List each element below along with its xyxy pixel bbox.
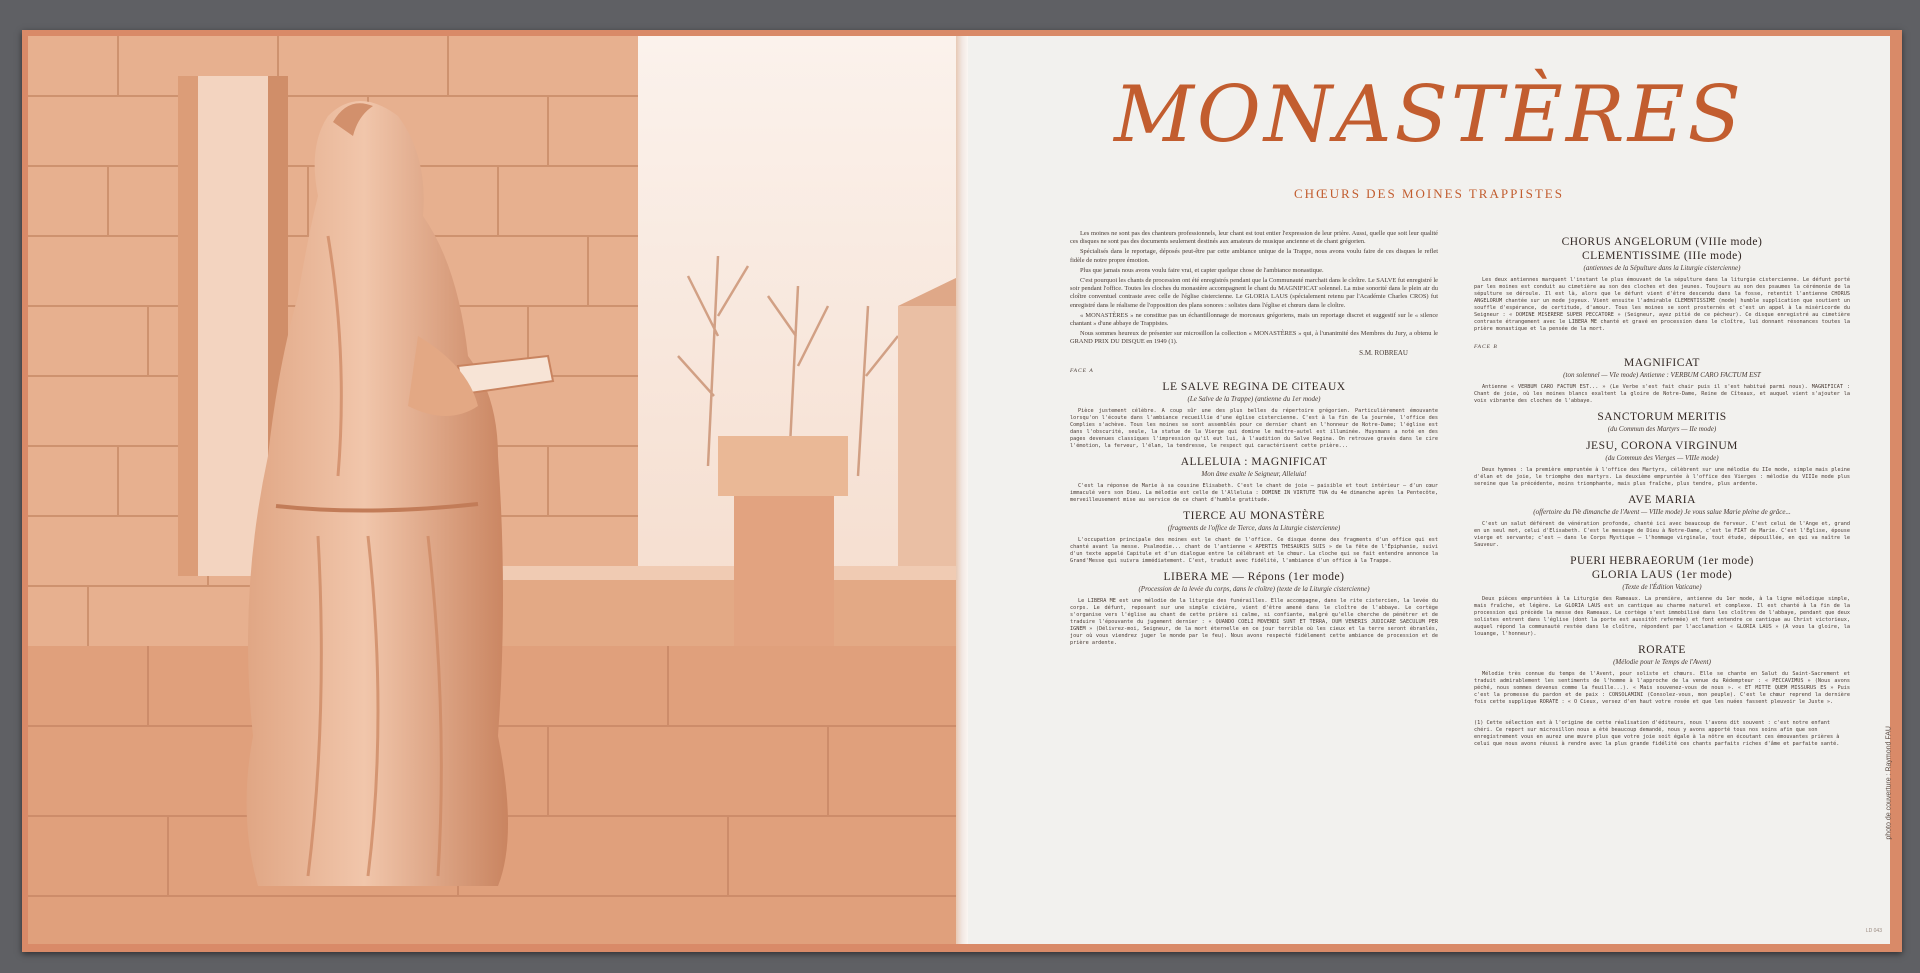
track-description xyxy=(1474,671,1850,706)
track-description-text: Mélodie très connue du temps de l'Avent, pour soliste et chœurs. Elle se chante en Salut du Saint-Sacrement et traduit admirablement les sentiments de l'homme à l'approche de la venue du Rédempteur : « PECCAVIMUS » (Nous avons péché, nous sommes devenus comme la feuille...). « Mais souvenez-vous de nous ». « ET MITTE QUEM MISSURUS ES » Puis c'est la promesse du pardon et de paix : CONSOLAMINI (Consolez-vous, mon peuple). C'est le chœur reprend la dernière fois cette supplique RORATE : « O Cieux, versez d'en haut votre rosée et que les nuées fassent pleuvoir le Juste ». xyxy=(1474,671,1850,706)
track-description xyxy=(1474,384,1850,405)
track-title: LIBERA ME — Répons (1er mode) xyxy=(1163,571,1345,584)
liner-notes-panel xyxy=(968,36,1893,944)
track-subtitle: (fragments de l'office de Tierce, dans la Liturgie cistercienne) xyxy=(1167,524,1341,533)
track-title: AVE MARIA xyxy=(1628,494,1696,507)
track-description xyxy=(1474,596,1850,638)
track-title: SANCTORUM MERITIS xyxy=(1597,411,1727,424)
track-description-text: Deux hymnes : la première empruntée à l'office des Martyrs, célèbrent sur une mélodie du IIe mode, simple mais pleine d'élan et de joie, le triomphe des martyrs. La deuxième empruntée à l'office des Vierges : mélodie du VIIIe mode plus sereine que la précédente, moins triomphante, mais plus fraîche, plus tendre, plus ardente. xyxy=(1474,467,1850,488)
album-title: MONASTÈRES xyxy=(1114,70,1744,160)
track-description-text: C'est un salut déférent de vénération profonde, chanté ici avec beaucoup de ferveur. C'est celui de l'Ange et, grand en un seul mot, celui d'Elisabeth. C'est le message de Dieu à Notre-Dame, c'est le FIAT de Marie. C'est l'Église, épouse vierge et servante; c'est — dans le Corps Mystique — l'hommage virginale, tout étude, dépouillée, en qui va naître le Sauveur. xyxy=(1474,521,1850,549)
track-subtitle: (antiennes de la Sépulture dans la Liturgie cistercienne) xyxy=(1583,264,1741,272)
photo-credit: photo de couverture : Raymond FAU xyxy=(1886,726,1893,840)
track-title: JESU, CORONA VIRGINUM xyxy=(1586,440,1738,453)
face-b-label: FACE B xyxy=(1474,344,1498,350)
track-title: TIERCE AU MONASTÈRE xyxy=(1183,510,1325,523)
track-subtitle: (Texte de l'Édition Vaticane) xyxy=(1622,583,1702,592)
track-description xyxy=(1474,521,1850,549)
track-title: LE SALVE REGINA DE CITEAUX xyxy=(1162,381,1346,394)
catalog-number: LD 043 xyxy=(1865,928,1882,934)
track-title: GLORIA LAUS (1er mode) xyxy=(1591,569,1733,582)
track-description xyxy=(1474,467,1850,488)
track-description-text: Les deux antiennes marquent l'instant le plus émouvant de la sépulture dans la liturgie cistercienne. Le défunt porté par les moines est conduit au cimetière au son des cloches et des jeunes. Toujours au son des psaumes la cérémonie de la sépulture se déroule. Il est là, alors que le défunt vient d'être descendu dans la fosse, retentit l'antienne CHORUS ANGELORUM chantée sur un mode joyeux. Vient ensuite l'admirable CLEMENTISSIME (mode) humble supplication que soutient un souffle d'espérance, de certitude, d'amour. Tous les moines se sont prosternés et c'est un appel à la miséricorde du Seigneur : « DOMINE MISERERE SUPER PECCATORE » (Seigneur, ayez pitié de ce pécheur). Ce disque enregistré au cimetière contraste étrangement avec le LIBERA ME chanté et gravé en procession dans le cloître, lui donnant résonances toutes la prière monastique et la pensée de la mort. xyxy=(1474,277,1850,332)
track-description-text: C'est la réponse de Marie à sa cousine Elisabeth. C'est le chant de joie — paisible et tout intérieur — d'un cœur immaculé vers son Dieu. La mélodie est celle de l'Alleluia : DOMINE IN VIRTUTE TUA du 4e dimanche après la Pentecôte, merveilleusement mise au service de ce chant d'humble gratitude. xyxy=(1070,483,1438,504)
track-subtitle: (Le Salve de la Trappe) (antienne du 1er mode) xyxy=(1187,395,1321,404)
track-description xyxy=(1070,483,1438,504)
track-description xyxy=(1474,277,1850,333)
monk-photo-illustration xyxy=(28,36,960,944)
track-subtitle: (offertoire du IVe dimanche de l'Avent — VIIIe mode) Je vous salue Marie pleine de grâce... xyxy=(1533,508,1791,517)
track-description-text: Pièce justement célèbre. A coup sûr une des plus belles du répertoire grégorien. Particulièrement émouvante lorsqu'on l'écoute dans l'ambiance recueillie d'une église cistercienne. C'est à la fin de la journée, l'office des Complies s'achève. Tous les moines se sont assemblés pour ce dernier chant en l'honneur de Notre-Dame; l'église est dans l'obscurité, seule, la statue de la Vierge qui domine le maître-autel est illuminée. Huysmans a noté en des pages devenues classiques l'impression qu'il eut lui, à l'audition du Salve Regina. On retrouve gravés dans le cire l'émotion, la ferveur, l'élan, la tendresse, le respect qui caractérisent cette prière... xyxy=(1070,408,1438,450)
face-a-label: FACE A xyxy=(1070,367,1094,374)
track-subtitle: Mon âme exalte le Seigneur, Alleluia! xyxy=(1201,470,1307,479)
intro-paragraph: Les moines ne sont pas des chanteurs professionnels, leur chant est tout entier l'expression de leur prière. Aussi, quelle que soit leur qualité ces disques ne sont pas des documents seulement destinés aux amateurs de musique ancienne et de chant grégorien. xyxy=(1070,230,1438,246)
track-subtitle: (Mélodie pour le Temps de l'Avent) xyxy=(1613,658,1711,667)
track-subtitle: (ton solennel — VIe mode) Antienne : VERBUM CARO FACTUM EST xyxy=(1563,371,1761,380)
footnote: (1) Cette sélection est à l'origine de cette réalisation d'éditeurs, nous l'avons dit souvent : c'est notre enfant chéri. Ce report sur microsillon nous a été beaucoup demandé, nous y avons apporté tous nos soins afin que son enregistrement vous en aurez une œuvre plus que votre joie soit égale à la nôtre en écoutant ces émouvantes prières à celui que nous avons réussi à rendre avec la plus grande fidélité ces chants parfaits riches d'âme et parfaite santé. xyxy=(1474,720,1840,748)
track-title: ALLELUIA : MAGNIFICAT xyxy=(1180,456,1328,469)
track-subtitle: (Procession de la levée du corps, dans le cloître) (texte de la Liturgie cistercienne) xyxy=(1138,585,1370,594)
intro-paragraph: C'est pourquoi les chants de procession ont été enregistrés pendant que la Communauté marchait dans le cloître. Le SALVE fut enregistré le soir pendant l'office. Toutes les cloches du monastère accompagnent le chant du MAGNIFICAT solennel. La mise sonorité dans le plein air du cloître conventuel contraste avec celle de l'église cistercienne. Le GLORIA LAUS (spécialement retenu par l'Académie Charles CROS) fut enregistré dans le réalisme de l'opposition des plans sonores : solistes dans l'église et chœurs dans le cloître. xyxy=(1070,277,1438,309)
left-column xyxy=(1070,230,1438,649)
track-subtitle: (du Commun des Martyrs — IIe mode) xyxy=(1607,425,1717,434)
intro-paragraph: Nous sommes heureux de présenter sur microsillon la collection « MONASTÈRES » qui, à l'unanimité des Membres du Jury, a obtenu le GRAND PRIX DU DISQUE en 1949 (1). xyxy=(1070,330,1438,346)
track-description-text: Antienne « VERBUM CARO FACTUM EST... » (Le Verbe s'est fait chair puis il s'est habitué parmi nous). MAGNIFICAT : Chant de joie, où les moines blancs exaltent la gloire de Notre-Dame, Reine de Cîteaux, et auquel vient s'ajouter la voix vibrante des cloches de l'abbaye. xyxy=(1474,384,1850,405)
track-subtitle: (du Commun des Vierges — VIIIe mode) xyxy=(1605,454,1719,463)
author-signature: S.M. ROBREAU xyxy=(1359,348,1408,357)
track-description-text: Deux pièces empruntées à la Liturgie des Rameaux. La première, antienne du 1er mode, à la ligne mélodique simple, mais fraîche, et légère. Le GLORIA LAUS est un cantique au charme naturel et complexe. Il est chanté à la fin de la procession qui précède la messe des Rameaux. Le cortège s'est immobilisé dans les cloîtres de l'abbaye, pendant que deux solistes entrent dans l'église (dont la porte est aussitôt refermée) et font entendre ce cantique au Christ victorieux, auquel répond la communauté restée dans le cloître, répondent par l'acclamation « GLORIA LAUS » (A vous la gloire, la louange, l'honneur). xyxy=(1474,596,1850,638)
intro-paragraph: Spécialisés dans le reportage, déposés peut-être par cette ambiance unique de la Trappe, nous avons voulu faire de ces disques le reflet fidèle de notre propre émotion. xyxy=(1070,248,1438,264)
cover-photo-monk xyxy=(28,36,960,944)
track-description-text: Le LIBERA ME est une mélodie de la liturgie des funérailles. Elle accompagne, dans le rite cistercien, la levée du corps. Le défunt, reposant sur une simple civière, vient d'être amené dans le cloître de l'abbaye. Le cortège s'organise vers l'église au chant de cette prière si calme, si confiante, malgré qu'elle cherche de pénétrer et de traduire l'épouvante du jugement dernier : « QUANDO COELI MOVENDI SUNT ET TERRA, DUM VENERIS JUDICARE SAECULUM PER IGNEM » (Délivrez-moi, Seigneur, de la mort éternelle en ce jour terrible où les cieux et la terre seront ébranlés, jour où vous viendrez juger le monde par le feu). Nous avons respecté fidèlement cette ambiance de procession et de prière ardente. xyxy=(1070,598,1438,647)
sleeve-fold xyxy=(956,36,968,944)
track-description xyxy=(1070,598,1438,647)
track-title: MAGNIFICAT xyxy=(1624,357,1700,370)
track-description xyxy=(1070,408,1438,450)
track-description-text: L'occupation principale des moines est le chant de l'office. Ce disque donne des fragments d'un office qui est chanté avant la messe. Psalmodie... chant de l'antienne « APERTIS THESAURIS SUIS » de la fête de l'Épiphanie, suivi d'un texte appelé Capitule et d'un dialogue entre le célébrant et le chœur. La cloche qui se fait entendre annonce la Grand'Messe qui suivra immédiatement. C'est, traduit avec fidélité, l'ambiance d'un office à la Trappe. xyxy=(1070,537,1438,565)
intro-paragraph: Plus que jamais nous avons voulu faire vrai, et capter quelque chose de l'ambiance monastique. xyxy=(1080,266,1324,274)
track-description xyxy=(1070,537,1438,565)
track-title: PUERI HEBRAEORUM (1er mode) xyxy=(1570,555,1754,568)
track-title: CHORUS ANGELORUM (VIIIe mode) xyxy=(1561,236,1763,248)
track-title: RORATE xyxy=(1638,644,1686,657)
intro-paragraph: « MONASTÈRES » ne constitue pas un échantillonnage de morceaux grégoriens, mais un reportage discret et suggestif sur le « silence chantant » d'une abbaye de Trappistes. xyxy=(1070,311,1438,328)
right-column xyxy=(1474,230,1850,748)
track-title: CLEMENTISSIME (IIIe mode) xyxy=(1581,250,1743,262)
album-subtitle: CHŒURS DES MOINES TRAPPISTES xyxy=(1294,186,1564,201)
